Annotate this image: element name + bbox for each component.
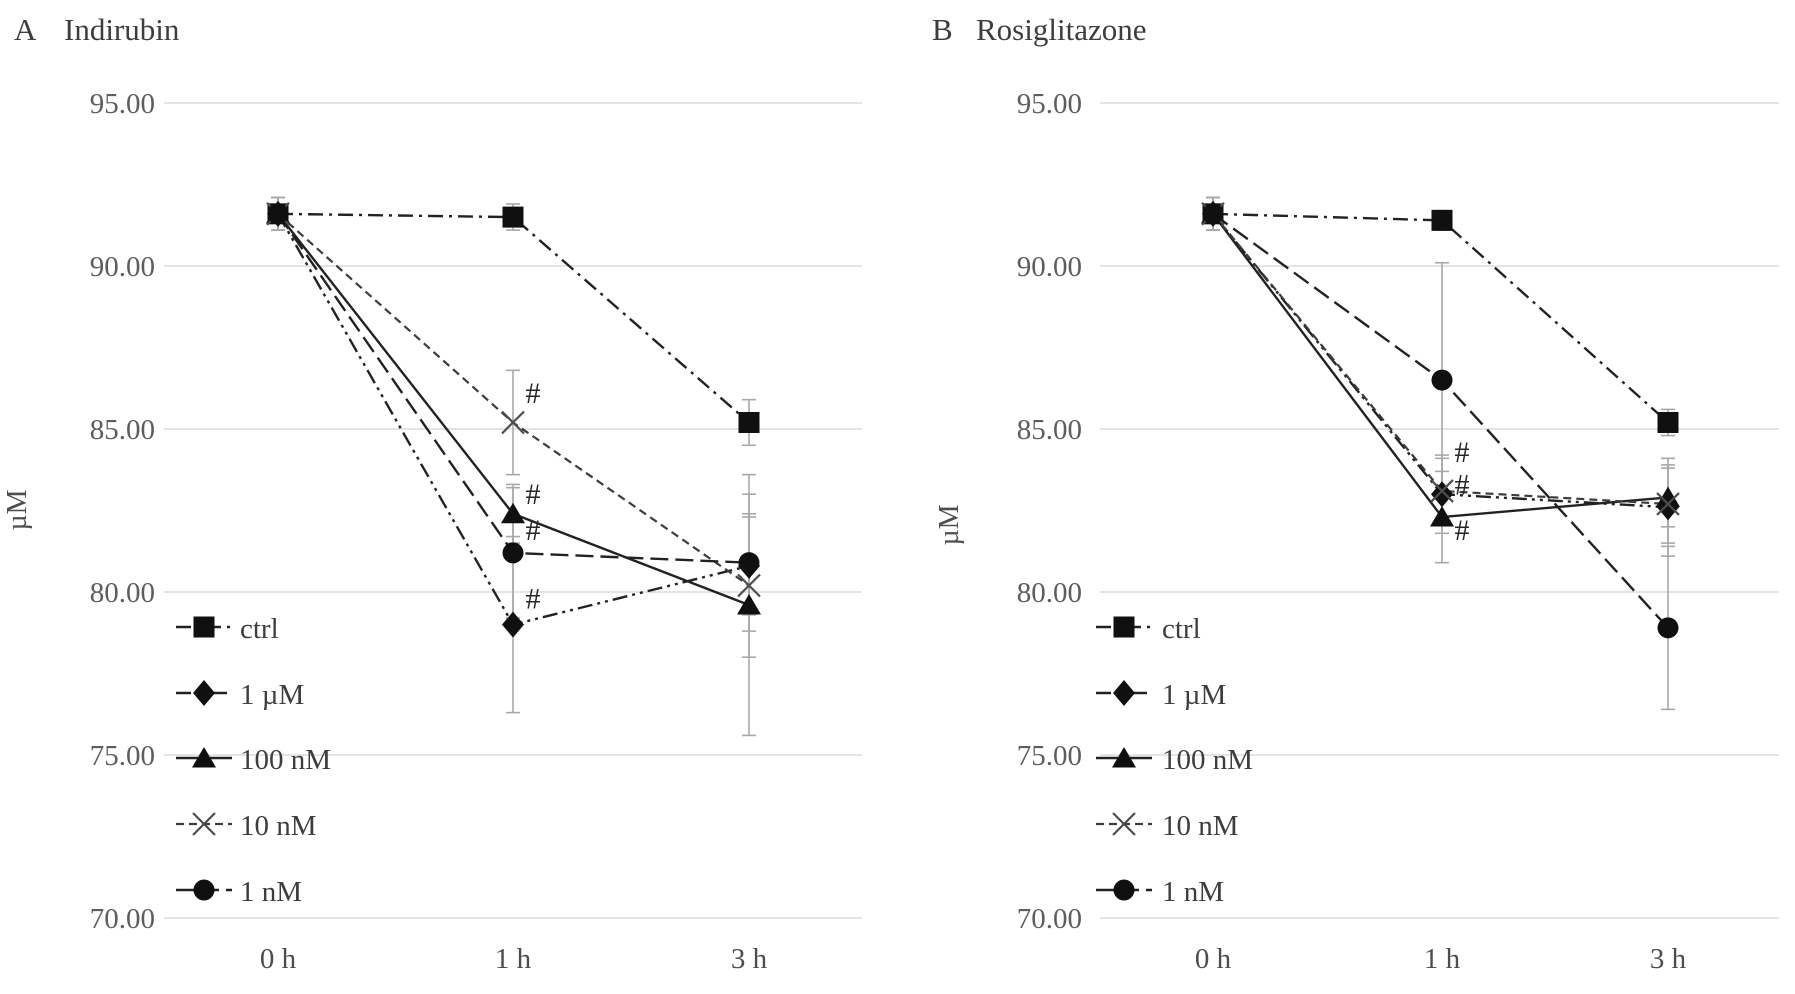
marker-square (1658, 412, 1679, 433)
x-tick-label: 0 h (1194, 943, 1232, 975)
series-markers-1-nm (1203, 203, 1679, 638)
marker-diamond (1113, 680, 1135, 706)
significance-hash: # (1454, 435, 1470, 469)
y-tick-label: 70.00 (1016, 903, 1082, 935)
y-tick-label: 80.00 (1016, 577, 1082, 609)
x-tick-label: 0 h (259, 943, 297, 975)
marker-square (194, 617, 215, 638)
marker-square (503, 207, 524, 228)
y-tick-label: 95.00 (89, 88, 155, 120)
marker-diamond (193, 680, 215, 706)
legend-item-1-µm (1096, 679, 1226, 711)
series-line-1-nm (1213, 214, 1668, 628)
significance-hash: # (525, 377, 541, 411)
marker-square (739, 412, 760, 433)
y-axis-title: µM (2, 489, 33, 531)
y-tick-label: 90.00 (89, 251, 155, 283)
significance-hash: # (525, 582, 541, 616)
legend-item-100-nm (176, 744, 331, 776)
legend-label: 1 nM (1162, 876, 1225, 908)
legend-label: 100 nM (1162, 744, 1254, 776)
error-bars (1206, 198, 1675, 710)
legend (176, 613, 331, 908)
marker-circle (503, 542, 524, 563)
marker-circle (1203, 203, 1224, 224)
series-markers-ctrl (1203, 203, 1679, 433)
panel-title: Rosiglitazone (976, 12, 1147, 47)
marker-square (1432, 210, 1453, 231)
marker-circle (268, 203, 289, 224)
series-markers-10-nm (1202, 203, 1679, 515)
marker-square (1114, 617, 1135, 638)
marker-triangle (501, 503, 525, 524)
legend-item-1-nm (176, 876, 302, 908)
marker-circle (1114, 880, 1135, 901)
y-tick-label: 75.00 (1016, 740, 1082, 772)
y-tick-label: 85.00 (89, 414, 155, 446)
panel-letter: B (932, 12, 953, 47)
legend-item-100-nm (1096, 744, 1253, 776)
marker-triangle (737, 594, 761, 615)
legend-item-ctrl (176, 613, 279, 645)
legend-label: ctrl (1162, 613, 1201, 645)
significance-hash: # (1454, 468, 1470, 502)
series-line-1-µm (1213, 214, 1668, 507)
panel-letter: A (14, 12, 37, 47)
significance-hash: # (525, 478, 541, 512)
panel-b-rosiglitazone (932, 12, 1779, 975)
panel-title: Indirubin (64, 12, 180, 47)
legend-item-1-nm (1096, 876, 1224, 908)
legend-label: ctrl (240, 613, 279, 645)
series-markers-100-nm (1201, 203, 1680, 527)
legend-label: 1 µM (1162, 679, 1227, 711)
y-tick-label: 90.00 (1016, 251, 1082, 283)
marker-circle (1432, 370, 1453, 391)
y-axis-title: µM (934, 504, 965, 546)
legend-label: 1 µM (240, 679, 305, 711)
marker-circle (1658, 617, 1679, 638)
significance-hash: # (1454, 514, 1470, 548)
legend-item-1-µm (176, 679, 304, 711)
x-tick-label: 3 h (730, 943, 768, 975)
y-tick-label: 85.00 (1016, 414, 1082, 446)
legend-label: 100 nM (240, 744, 332, 776)
legend (1096, 613, 1253, 908)
significance-hash: # (525, 514, 541, 548)
x-tick-label: 1 h (1423, 943, 1461, 975)
legend-label: 1 nM (240, 876, 303, 908)
series-line-ctrl (1213, 214, 1668, 423)
y-tick-label: 95.00 (1016, 88, 1082, 120)
marker-circle (194, 880, 215, 901)
legend-label: 10 nM (1162, 810, 1239, 842)
y-tick-label: 80.00 (89, 577, 155, 609)
legend-item-10-nm (1096, 810, 1239, 842)
series-line-10-nm (1213, 214, 1668, 504)
x-tick-label: 1 h (494, 943, 532, 975)
y-tick-label: 70.00 (89, 903, 155, 935)
panel-a-indirubin (2, 12, 862, 975)
marker-diamond (502, 612, 524, 638)
marker-circle (739, 552, 760, 573)
x-tick-label: 3 h (1649, 943, 1687, 975)
legend-item-ctrl (1096, 613, 1201, 645)
legend-item-10-nm (176, 810, 317, 842)
series-markers-1-µm (1202, 201, 1679, 520)
legend-label: 10 nM (240, 810, 317, 842)
error-bars (271, 198, 756, 736)
marker-diamond (1431, 481, 1453, 507)
y-tick-label: 75.00 (89, 740, 155, 772)
